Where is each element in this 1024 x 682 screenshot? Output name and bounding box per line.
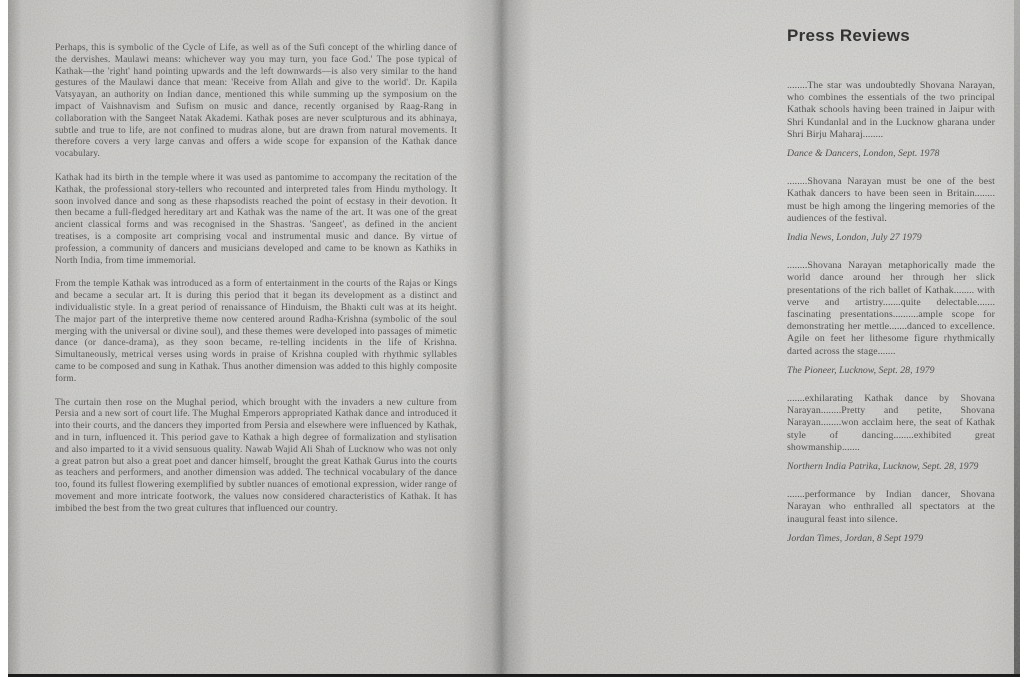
left-page-paragraph-3: From the temple Kathak was introduced as a form of entertainment in the courts of the Rajas or Kings and became a secular art. It is during this period that it began its development as a distinct and individualistic style. In a great period of renaissance of Hinduism, the Bhakti cult was at its height. The major part of the interpretive theme now centered around Radha-Krishna (symbolic of the soul merging with the universal or divine soul), and these themes were developed into passages of mimetic dance (or dance-drama), as they soon became, re-telling incidents in the life of Krishna. Simultaneously, metrical verses using words in praise of Krishna coupled with rhythmic syllables came to be composed and sung in Kathak. Thus another dimension was added to this highly composite form. xyxy=(55,279,457,384)
press-review-item xyxy=(787,393,995,473)
left-page-paragraph-4: The curtain then rose on the Mughal period, which brought with the invaders a new culture from Persia and a new sort of court life. The Mughal Emperors appropriated Kathak dance and introduced it into their courts, and the dancers they imported from Persia and elsewhere were influenced by Kathak, and in turn, influenced it. This period gave to Kathak a high degree of formalization and stylisation and also imparted to it a vivid sensuous quality. Nawab Wajid Ali Shah of Lucknow who was not only a great patron but also a great poet and dancer himself, brought the great Kathak Gurus into the courts as teachers and performers, and another dimension was added. The technical vocabulary of the dance too, found its fullest flowering exemplified by subtler nuances of emotional expression, wider range of movement and more intricate footwork, the values now considered characteristics of Kathak. It has imbibed the best from the two great cultures that influenced our country. xyxy=(55,397,457,514)
review-text: ........Shovana Narayan must be one of the best Kathak dancers to have been seen in Britain........ must be high among the lingering memories of the audiences of the festival. xyxy=(787,176,995,224)
right-page-press-reviews xyxy=(787,26,995,561)
press-review-item xyxy=(787,489,995,545)
review-citation: Northern India Patrika, Lucknow, Sept. 28, 1979 xyxy=(787,461,979,473)
review-text: ........The star was undoubtedly Shovana Narayan, who combines the essentials of the two principal Kathak schools having been trained in Jaipur with Shri Kundanlal and in the Lucknow gharana under Shri Birju Maharaj........ xyxy=(787,80,995,140)
review-text: ........Shovana Narayan metaphorically made the world dance around her through her slick presentations of the rich ballet of Kathak........ with verve and artistry.......quite delectable....... fascinating presentations..........ample scope for demonstrating her mettle.......danced to excellence. Agile on feet her lithesome figure rhythmically darted across the stage....... xyxy=(787,260,995,357)
page-gutter-shadow xyxy=(463,0,533,674)
press-review-item xyxy=(787,176,995,244)
review-text: .......exhilarating Kathak dance by Shovana Narayan........Pretty and petite, Shovana Narayan........won acclaim here, the seat of Kathak style of dancing........exhibited great showmanship....... xyxy=(787,393,995,453)
left-page-paragraph-2: Kathak had its birth in the temple where it was used as pantomime to accompany the recitation of the Kathak, the professional story-tellers who recounted and interpreted tales from Hindu mythology. It soon involved dance and song as these rhapsodists reached the point of ecstasy in their devotion. It then became a full-fledged hereditary art and Kathak was the name of the art. It was one of the great ancient classical forms and was recognised in the Shastras. 'Sangeet', as defined in the ancient treatises, is a composite art comprising vocal and instrumental music and dance. By virtue of profession, a community of dancers and musicians developed and came to be known as Kathiks in North India, from time immemorial. xyxy=(55,172,457,266)
scanned-book-spread xyxy=(8,0,1020,677)
press-review-item xyxy=(787,260,995,377)
press-review-item xyxy=(787,80,995,160)
review-text: .......performance by Indian dancer, Shovana Narayan who enthralled all spectators at the inaugural feast into silence. xyxy=(787,489,995,525)
left-page-paragraph-1: Perhaps, this is symbolic of the Cycle of Life, as well as of the Sufi concept of the whirling dance of the dervishes. Maulawi means: whichever way you may turn, you face God.' The pose typical of Kathak—the 'right' hand pointing upwards and the left downwards—is also very similar to the hand gestures of the Maulawi dance that mean: 'Receive from Allah and give to the world'. Dr. Kapila Vatsyayan, an authority on Indian dance, mentioned this while summing up the symposium on the impact of Vaishnavism and Sufism on music and dance, recently organised by Raag-Rang in collaboration with the Sangeet Natak Akademi. Kathak poses are never sculpturous and its abhinaya, subtle and true to life, are not confined to mudras alone, but are drawn from natural movements. It therefore covers a very large canvas and offers a wide scope for expansion of the Kathak dance vocabulary. xyxy=(55,43,457,160)
press-reviews-heading: Press Reviews xyxy=(787,26,910,45)
left-page-text-block xyxy=(55,43,457,527)
left-page-edge-shadow xyxy=(8,0,22,674)
review-citation: Jordan Times, Jordan, 8 Sept 1979 xyxy=(787,532,924,544)
review-citation: Dance & Dancers, London, Sept. 1978 xyxy=(787,148,940,160)
review-citation: The Pioneer, Lucknow, Sept. 28, 1979 xyxy=(787,364,935,376)
right-page-edge-shadow xyxy=(1014,0,1020,674)
review-citation: India News, London, July 27 1979 xyxy=(787,232,922,244)
